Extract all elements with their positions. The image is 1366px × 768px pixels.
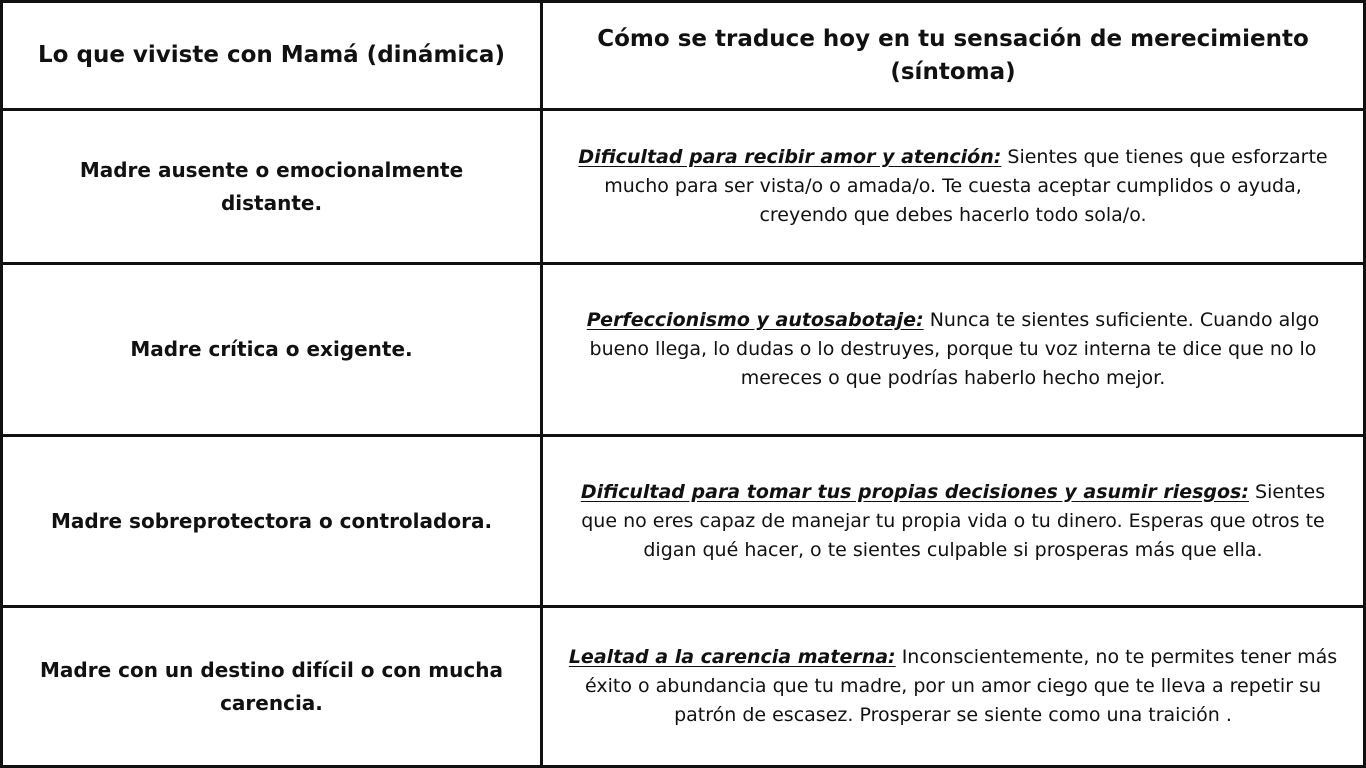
row-4-dynamic xyxy=(3,608,543,765)
row-2-symptom xyxy=(543,265,1363,437)
header-dynamic-label: Lo que viviste con Mamá (dinámica) xyxy=(38,42,505,68)
row-3-dynamic xyxy=(3,437,543,608)
symptom-paragraph xyxy=(561,306,1345,393)
row-4-symptom xyxy=(543,608,1363,765)
symptom-text: Sientes que no eres capaz de manejar tu propia vida o tu dinero. Esperas que otros te digan qué hacer, o te sientes culpable si prosperas más que ella. xyxy=(581,480,1326,561)
symptom-title: Lealtad a la carencia materna: xyxy=(568,646,896,668)
symptom-title: Dificultad para recibir amor y atención: xyxy=(578,146,1002,168)
dynamic-text: Madre con un destino difícil o con mucha carencia. xyxy=(40,657,503,715)
header-symptom-label: Cómo se traduce hoy en tu sensación de merecimiento (síntoma) xyxy=(597,25,1309,85)
dynamic-text: Madre sobreprotectora o controladora. xyxy=(50,508,493,533)
symptom-text: Inconscientemente, no te permites tener más éxito o abundancia que tu madre, por un amor ciego que te lleva a repetir su patrón de escasez. Prosperar se siente como una traición . xyxy=(585,646,1338,726)
symptom-paragraph xyxy=(561,478,1345,565)
dynamic-text: Madre crítica o exigente. xyxy=(130,337,413,361)
row-1-dynamic xyxy=(3,111,543,265)
header-symptom xyxy=(543,3,1363,111)
header-dynamic xyxy=(3,3,543,111)
row-3-symptom xyxy=(543,437,1363,608)
symptom-paragraph xyxy=(561,643,1345,730)
symptom-title: Perfeccionismo y autosabotaje: xyxy=(586,309,924,331)
symptom-text: Nunca te sientes suficiente. Cuando algo bueno llega, lo dudas o lo destruyes, porque tu voz interna te dice que no lo mereces o que podrías haberlo hecho mejor. xyxy=(589,309,1320,389)
dynamic-text: Madre ausente o emocionalmente distante. xyxy=(79,157,464,215)
row-2-dynamic xyxy=(3,265,543,437)
symptom-text: Sientes que tienes que esforzarte mucho para ser vista/o o amada/o. Te cuesta aceptar cumplidos o ayuda, creyendo que debes hacerlo todo sola/o. xyxy=(604,146,1328,226)
symptom-title: Dificultad para tomar tus propias decisiones y asumir riesgos: xyxy=(580,480,1249,503)
row-1-symptom xyxy=(543,111,1363,265)
symptom-paragraph xyxy=(561,143,1345,230)
